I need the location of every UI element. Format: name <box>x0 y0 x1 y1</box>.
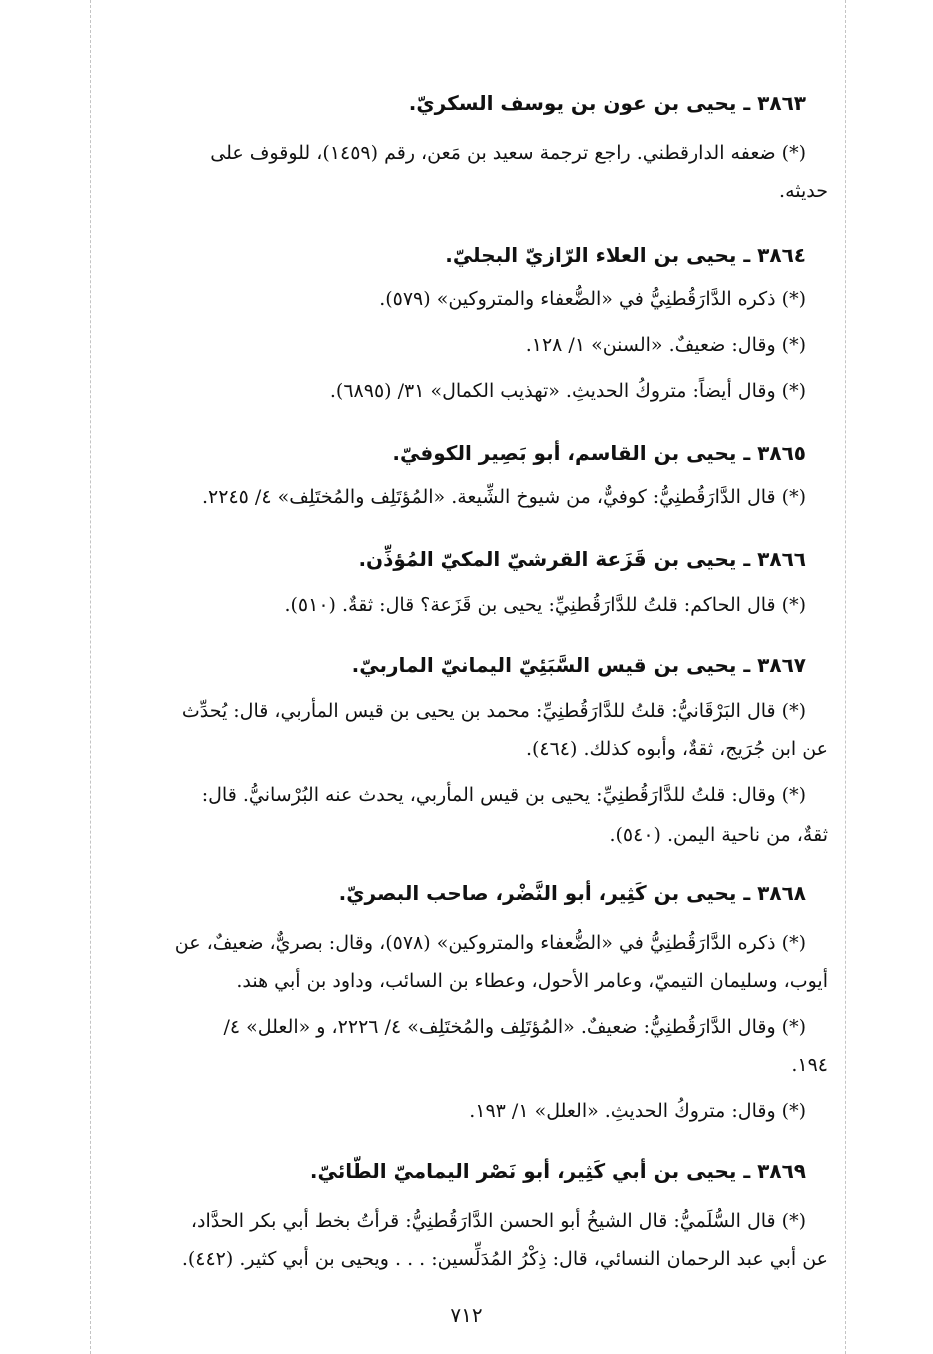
entry-text-line: (*) وقال: ضعيفٌ. «السنن» ١/ ١٢٨. <box>525 334 806 356</box>
entry-heading: ٣٨٦٣ ـ يحيى بن عون بن يوسف السكريّ. <box>408 91 806 115</box>
entry-heading: ٣٨٦٧ ـ يحيى بن قيس السَّبَئِيّ اليمانيّ الماربيّ. <box>351 653 806 677</box>
entry-text-line: (*) قال الدَّارَقُطنِيُّ: كوفيٌّ، من شيوخ الشِّيعة. «المُؤتَلِف والمُختَلِف» ٤/ ٢٢٤٥. <box>201 486 806 508</box>
entry-text-line: (*) وقال: متروكُ الحديثِ. «العلل» ١/ ١٩٣. <box>469 1100 806 1122</box>
entry-text-line: أيوب، وسليمان التيميّ، وعامر الأحول، وعطاء بن السائب، وداود بن أبي هند. <box>236 970 828 992</box>
entry-heading: ٣٨٦٦ ـ يحيى بن قَزَعة القرشيّ المكيّ المُؤذِّن. <box>358 547 806 571</box>
entry-text-line: (*) ذكره الدَّارَقُطنِيُّ في «الضُّعفاء والمتروكين» (٥٧٩). <box>379 288 806 310</box>
entry-text-line: عن أبي عبد الرحمان النسائي، قال: ذِكْرُ المُدَلِّسين: . . . ويحيى بن أبي كثير. (٤٤٢). <box>181 1248 828 1270</box>
entry-text-line: (*) ضعفه الدارقطني. راجع ترجمة سعيد بن مَعن، رقم (١٤٥٩)، للوقوف على <box>210 142 806 164</box>
entry-text-line: (*) ذكره الدَّارَقُطنِيُّ في «الضُّعفاء والمتروكين» (٥٧٨)، وقال: بصريٌّ، ضعيفٌ، عن <box>174 932 806 954</box>
entry-heading: ٣٨٦٨ ـ يحيى بن كَثِير، أبو النَّضْر، صاحب البصريّ. <box>338 881 806 905</box>
entry-heading: ٣٨٦٩ ـ يحيى بن أبي كَثِير، أبو نَصْر اليماميّ الطّائيّ. <box>309 1159 806 1183</box>
entry-text-line: (*) وقال أيضاً: متروكُ الحديثِ. «تهذيب الكمال» ٣١/ (٦٨٩٥). <box>329 380 806 402</box>
entry-text-line: (*) قال الحاكم: قلتُ للدَّارَقُطنِيِّ: يحيى بن قَزَعة؟ قال: ثقةٌ. (٥١٠). <box>284 594 806 616</box>
entry-text-line: (*) قال البَرْقَانيُّ: قلتُ للدَّارَقُطنِيِّ: محمد بن يحيى بن قيس المأربي، قال: يُحدِّث <box>181 700 806 722</box>
scan-margin-line-right <box>845 0 846 1354</box>
entry-text-line: (*) قال السُّلَميُّ: قال الشيخُ أبو الحسن الدَّارَقُطنِيُّ: قرأتُ بخط أبي بكر الحدَّاد، <box>190 1210 806 1232</box>
entry-text-line: حديثه. <box>779 180 828 202</box>
entry-heading: ٣٨٦٥ ـ يحيى بن القاسم، أبو بَصِير الكوفيّ. <box>392 441 806 465</box>
entry-text-line: ثقةٌ، من ناحية اليمن. (٥٤٠). <box>609 824 828 846</box>
entry-text-line: عن ابن جُرَيج، ثقةٌ، وأبوه كذلك. (٤٦٤). <box>525 738 828 760</box>
entry-text-line: (*) وقال الدَّارَقُطنِيُّ: ضعيفٌ. «المُؤتَلِف والمُختَلِف» ٤/ ٢٢٢٦، و «العلل» ٤/ <box>223 1016 806 1038</box>
entry-text-line: (*) وقال: قلتُ للدَّارَقُطنِيِّ: يحيى بن قيس المأربي، يحدث عنه البُرْسانيُّ. قال: <box>201 784 806 806</box>
entry-text-line: ١٩٤. <box>791 1054 828 1076</box>
page-number: ٧١٢ <box>450 1303 483 1327</box>
entry-heading: ٣٨٦٤ ـ يحيى بن العلاء الرّازيّ البجليّ. <box>445 243 806 267</box>
